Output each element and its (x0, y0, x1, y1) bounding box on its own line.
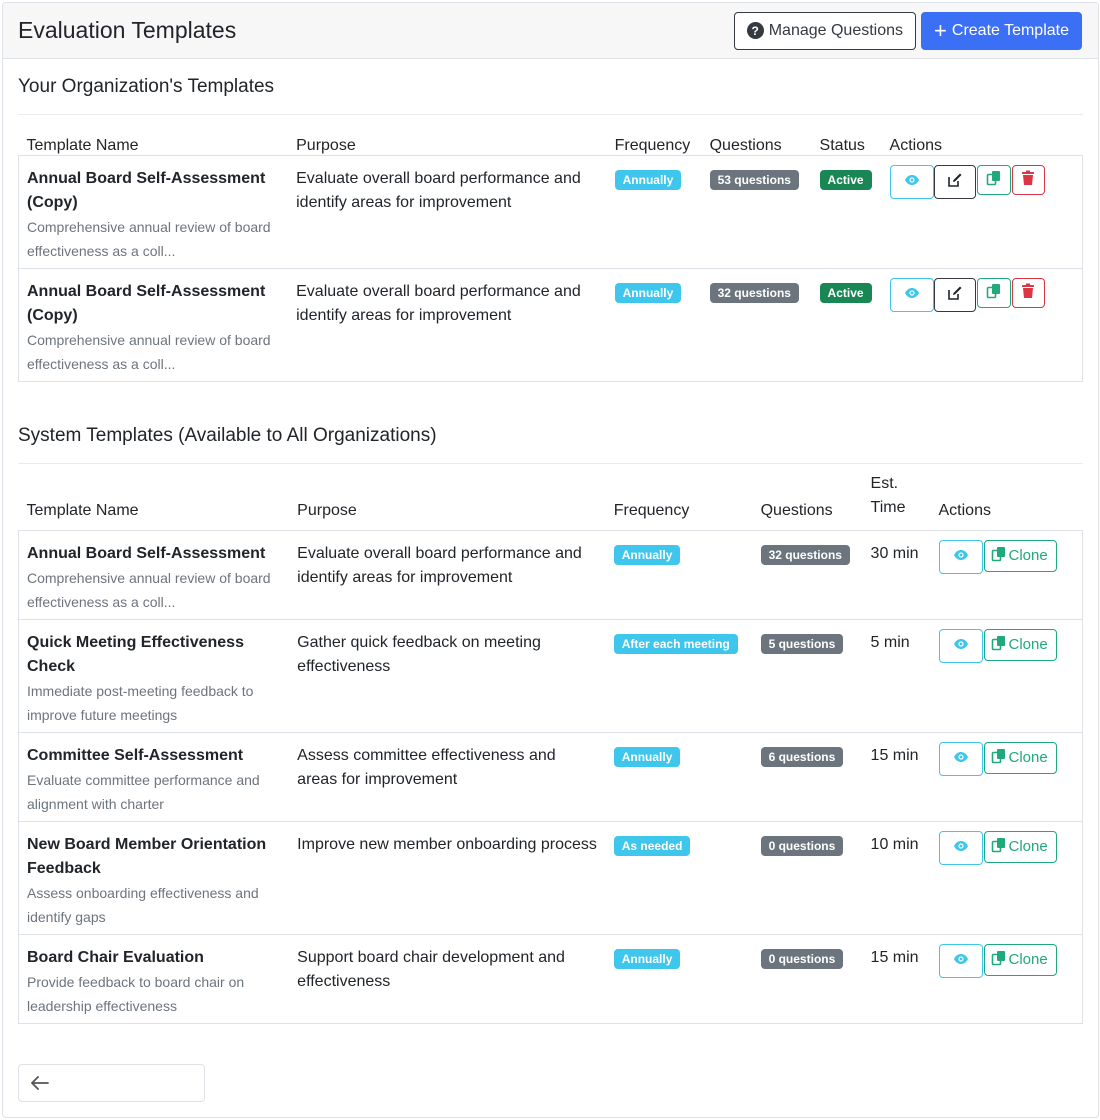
row-actions (939, 742, 1075, 776)
create-template-label: Create Template (951, 21, 1069, 39)
estimated-time: 30 min (870, 544, 919, 562)
copy-icon (991, 950, 1009, 970)
template-purpose: Gather quick feedback on meeting effectiveness (297, 633, 541, 675)
col-status: Status (819, 136, 865, 154)
eye-icon (953, 638, 969, 653)
template-purpose: Evaluate overall board performance and identify areas for improvement (296, 282, 581, 324)
clone-label: Clone (1008, 749, 1048, 766)
row-actions (939, 629, 1075, 663)
status-badge: Active (820, 170, 872, 190)
questions-badge: 32 questions (710, 283, 799, 303)
col-actions: Actions (889, 136, 942, 154)
clone-label: Clone (1008, 636, 1048, 653)
table-row (19, 268, 1083, 381)
template-purpose: Evaluate overall board performance and identify areas for improvement (296, 169, 581, 211)
frequency-badge: Annually (614, 545, 681, 565)
table-row (19, 821, 1083, 934)
estimated-time: 15 min (870, 746, 919, 764)
col-frequency: Frequency (614, 136, 691, 154)
copy-icon (986, 170, 1002, 189)
estimated-time: 15 min (870, 948, 919, 966)
template-description: Assess onboarding effectiveness and identify gaps (27, 884, 259, 925)
pencil-square-icon (947, 285, 963, 304)
delete-button[interactable] (1012, 165, 1045, 195)
clone-label: Clone (1008, 951, 1048, 968)
template-description: Comprehensive annual review of board effectiveness as a coll... (27, 331, 271, 372)
table-row (19, 155, 1083, 268)
eye-icon (953, 549, 969, 564)
copy-button[interactable] (977, 278, 1011, 308)
table-row (19, 732, 1083, 821)
clone-label: Clone (1008, 547, 1048, 564)
col-purpose: Purpose (297, 501, 357, 519)
template-name: Annual Board Self-Assessment (27, 544, 266, 562)
view-button[interactable] (890, 165, 934, 199)
col-est-time: Est. Time (870, 474, 906, 516)
col-frequency: Frequency (613, 501, 690, 519)
col-questions: Questions (709, 136, 782, 154)
edit-button[interactable] (934, 278, 976, 312)
template-description: Comprehensive annual review of board effectiveness as a coll... (27, 569, 271, 610)
eye-icon (904, 287, 920, 302)
questions-badge: 5 questions (761, 634, 844, 654)
clone-button[interactable] (984, 944, 1057, 976)
template-purpose: Improve new member onboarding process (297, 835, 597, 853)
copy-button[interactable] (977, 165, 1011, 195)
table-row (19, 619, 1083, 732)
eye-icon (953, 953, 969, 968)
questions-badge: 0 questions (761, 949, 844, 969)
table-row (19, 530, 1083, 619)
eye-icon (904, 174, 920, 189)
questions-badge: 32 questions (761, 545, 850, 565)
card-header (3, 3, 1098, 59)
template-description: Comprehensive annual review of board effectiveness as a coll... (27, 218, 271, 259)
estimated-time: 10 min (870, 835, 919, 853)
col-template-name: Template Name (26, 136, 139, 154)
col-questions: Questions (760, 501, 833, 519)
trash-icon (1021, 283, 1035, 302)
org-section-title: Your Organization's Templates (18, 76, 275, 97)
system-templates-table (18, 471, 1083, 1024)
row-actions (939, 540, 1075, 574)
view-button[interactable] (890, 278, 934, 312)
questions-badge: 6 questions (761, 747, 844, 767)
row-actions (890, 165, 1074, 199)
copy-icon (991, 837, 1009, 857)
row-actions (890, 278, 1074, 312)
view-button[interactable] (939, 629, 983, 663)
col-actions: Actions (938, 501, 991, 519)
template-name: Quick Meeting Effectiveness Check (27, 633, 244, 675)
org-templates-table (18, 117, 1083, 382)
template-purpose: Evaluate overall board performance and identify areas for improvement (297, 544, 582, 586)
frequency-badge: Annually (615, 170, 682, 190)
question-circle-icon: ? (747, 22, 764, 39)
template-purpose: Support board chair development and effectiveness (297, 948, 565, 990)
templates-card (2, 2, 1099, 1118)
copy-icon (991, 635, 1009, 655)
template-name: Board Chair Evaluation (27, 948, 204, 966)
status-badge: Active (820, 283, 872, 303)
trash-icon (1021, 170, 1035, 189)
clone-button[interactable] (984, 831, 1057, 863)
clone-button[interactable] (984, 629, 1057, 661)
back-button[interactable] (18, 1064, 205, 1102)
create-template-button[interactable] (921, 12, 1082, 50)
divider (18, 463, 1083, 464)
pencil-square-icon (947, 172, 963, 191)
template-name: Annual Board Self-Assessment (Copy) (27, 282, 266, 324)
template-purpose: Assess committee effectiveness and areas for improvement (297, 746, 556, 788)
system-section-title: System Templates (Available to All Organizations) (18, 425, 437, 446)
clone-label: Clone (1008, 838, 1048, 855)
view-button[interactable] (939, 540, 983, 574)
frequency-badge: Annually (614, 949, 681, 969)
template-name: Annual Board Self-Assessment (Copy) (27, 169, 266, 211)
copy-icon (986, 283, 1002, 302)
edit-button[interactable] (934, 165, 976, 199)
delete-button[interactable] (1012, 278, 1045, 308)
frequency-badge: Annually (615, 283, 682, 303)
col-purpose: Purpose (296, 136, 356, 154)
view-button[interactable] (939, 944, 983, 978)
plus-icon: + (934, 17, 947, 43)
col-template-name: Template Name (26, 501, 139, 519)
questions-badge: 0 questions (761, 836, 844, 856)
divider (18, 114, 1083, 115)
view-button[interactable] (939, 831, 983, 865)
frequency-badge: Annually (614, 747, 681, 767)
template-description: Immediate post-meeting feedback to improve future meetings (27, 682, 254, 723)
template-name: Committee Self-Assessment (27, 746, 244, 764)
frequency-badge: After each meeting (614, 634, 738, 654)
template-description: Provide feedback to board chair on leadership effectiveness (27, 973, 245, 1014)
template-name: New Board Member Orientation Feedback (27, 835, 267, 877)
page-title: Evaluation Templates (18, 17, 237, 43)
copy-icon (991, 546, 1009, 566)
eye-icon (953, 751, 969, 766)
template-description: Evaluate committee performance and alignment with charter (27, 771, 260, 812)
frequency-badge: As needed (614, 836, 691, 856)
clone-button[interactable] (984, 742, 1057, 774)
row-actions (939, 831, 1075, 865)
questions-badge: 53 questions (710, 170, 799, 190)
manage-questions-button[interactable] (734, 12, 916, 50)
estimated-time: 5 min (870, 633, 910, 651)
copy-icon (991, 748, 1009, 768)
table-row (19, 934, 1083, 1023)
arrow-left-icon (31, 1076, 49, 1090)
row-actions (939, 944, 1075, 978)
manage-questions-label: Manage Questions (768, 21, 904, 39)
eye-icon (953, 840, 969, 855)
view-button[interactable] (939, 742, 983, 776)
clone-button[interactable] (984, 540, 1057, 572)
